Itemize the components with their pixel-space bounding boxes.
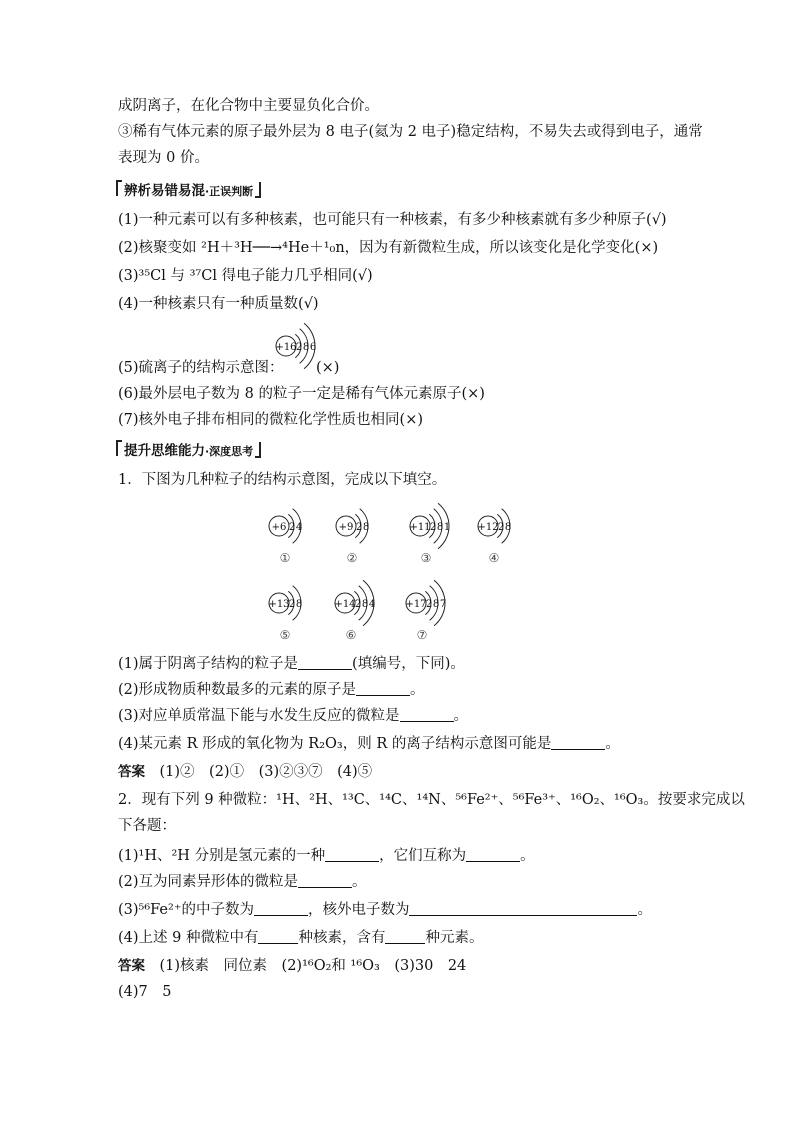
electron-shell-arc	[360, 509, 368, 543]
diagram-label: ⑦	[416, 628, 428, 642]
q2-part-4-mid: 种核素，含有	[298, 930, 386, 946]
answer-label: 答案	[118, 958, 145, 974]
answer-text: (1)核素 同位素 (2)¹⁶O₂和 ¹⁶O₃ (3)30 24	[159, 958, 467, 974]
diagram-label: ⑥	[345, 628, 357, 642]
atom-diagram	[268, 586, 302, 642]
shell-electron-count: 2	[354, 599, 362, 610]
shell-electron-count: 8	[432, 599, 440, 610]
electron-shell-arc	[295, 334, 301, 357]
nucleus-charge: +9	[338, 522, 354, 533]
answer-blank	[325, 847, 379, 862]
section-title: 辨析易错易混	[124, 183, 205, 199]
q2-part-2-tail: 。	[352, 874, 367, 890]
q2-answer	[118, 956, 466, 976]
q1-part-4-text: (4)某元素 R 形成的氧化物为 R₂O₃，则 R 的离子结构示意图可能是	[118, 736, 552, 752]
q2-stem-2: 下各题：	[118, 818, 176, 834]
shell-electron-count: 4	[295, 522, 303, 533]
answer-blank	[551, 735, 605, 750]
atom-diagram	[405, 580, 446, 642]
q1-part-1	[118, 654, 465, 674]
judgement-2: (2)核聚变如 ²H＋³H──→⁴He＋¹₀n，因为有新微粒生成，所以该变化是化学变化(×)	[118, 240, 659, 256]
nucleus-circle	[410, 516, 430, 536]
diagram-label: ⑤	[279, 628, 291, 642]
judgement-7: (7)核外电子排布相同的微粒化学性质也相同(×)	[118, 412, 424, 428]
judgement-4: (4)一种核素只有一种质量数(√)	[118, 296, 319, 312]
q2-part-3-tail: 。	[637, 902, 652, 918]
shell-electron-count: 4	[368, 599, 376, 610]
answer-blank	[298, 655, 352, 670]
q1-part-4	[118, 734, 620, 754]
q2-part-1-tail: 。	[520, 848, 535, 864]
electron-shell-arc	[438, 503, 449, 548]
q2-part-2-text: (2)互为同素异形体的微粒是	[118, 874, 299, 890]
q1-part-1-tail: (填编号，下同)。	[352, 656, 465, 672]
q1-part-2-tail: 。	[410, 682, 425, 698]
section-title: 提升思维能力	[124, 443, 205, 459]
shell-electron-count: 7	[439, 599, 447, 610]
q2-part-2	[118, 872, 367, 892]
shell-electron-count: 8	[302, 342, 310, 353]
nucleus-circle	[336, 516, 356, 536]
answer-blank	[466, 847, 520, 862]
section-heading-1	[116, 180, 261, 200]
q2-part-1-text: (1)¹H、²H 分别是氢元素的一种	[118, 848, 326, 864]
answer-blank	[298, 873, 352, 888]
q2-part-4	[118, 928, 483, 948]
nucleus-circle	[269, 516, 289, 536]
electron-shell-arc	[430, 586, 438, 620]
diagram-label: ③	[420, 551, 432, 565]
electron-shell-arc	[497, 514, 503, 537]
electron-shell-arc	[359, 586, 367, 620]
diagram-label: ④	[488, 551, 500, 565]
q1-stem: 1．下图为几种粒子的结构示意图，完成以下填空。	[118, 472, 447, 488]
electron-shell-arc	[434, 580, 445, 625]
shell-electron-count: 2	[425, 599, 433, 610]
diagram-label: ①	[279, 551, 291, 565]
shell-electron-count: 6	[309, 342, 317, 353]
electron-shell-arc	[288, 514, 294, 537]
answer-blank	[400, 707, 454, 722]
q1-part-1-text: (1)属于阴离子结构的粒子是	[118, 656, 299, 672]
electron-shell-arc	[502, 509, 510, 543]
intro-line-1: 成阴离子，在化合物中主要显负化合价。	[118, 98, 379, 114]
diagram-label: ②	[346, 551, 358, 565]
electron-shell-arc	[425, 591, 431, 614]
section-subtitle: ·深度思考	[205, 445, 254, 458]
q2-part-3-text: (3)⁵⁶Fe²⁺的中子数为	[118, 902, 254, 918]
section-subtitle: ·正误判断	[205, 185, 254, 198]
answer-blank	[409, 901, 637, 916]
electron-shell-arc	[288, 591, 294, 614]
q2-part-4-tail: 种元素。	[425, 930, 484, 946]
shell-electron-count: 8	[504, 522, 512, 533]
nucleus-circle	[406, 593, 426, 613]
electron-shell-arc	[434, 509, 442, 543]
answer-blank	[258, 929, 298, 944]
shell-electron-count: 1	[443, 522, 451, 533]
electron-shell-arc	[355, 514, 361, 537]
nucleus-circle	[335, 593, 355, 613]
judgement-6: (6)最外层电子数为 8 的粒子一定是稀有气体元素原子(×)	[118, 386, 485, 402]
q2-part-1-mid: ，它们互称为	[379, 848, 467, 864]
q2-answer-cont: (4)7 5	[118, 984, 172, 1000]
nucleus-circle	[269, 593, 289, 613]
nucleus-charge: +13	[268, 599, 290, 610]
q2-part-4-text: (4)上述 9 种微粒中有	[118, 930, 259, 946]
electron-shell-arc	[429, 514, 435, 537]
shell-electron-count: 2	[355, 522, 363, 533]
shell-electron-count: 8	[436, 522, 444, 533]
shell-electron-count: 8	[362, 522, 370, 533]
nucleus-circle	[276, 336, 296, 356]
judgement-1: (1)一种元素可以有多种核素，也可能只有一种核素，有多少种核素就有多少种原子(√)	[118, 212, 667, 228]
q2-part-3-mid: ，核外电子数为	[307, 902, 410, 918]
q1-answer	[118, 762, 372, 782]
atom-diagram	[409, 503, 450, 565]
q2-part-1	[118, 846, 535, 866]
nucleus-charge: +17	[405, 599, 427, 610]
atom-diagram	[336, 509, 369, 565]
shell-electron-count: 2	[295, 342, 303, 353]
atom-diagram	[334, 580, 375, 642]
q1-part-3-tail: 。	[453, 708, 469, 724]
answer-text: (1)② (2)① (3)②③⑦ (4)⑤	[159, 764, 373, 780]
atom-diagram	[269, 509, 302, 565]
electron-shell-arc	[293, 509, 301, 543]
nucleus-charge: +12	[477, 522, 499, 533]
electron-shell-arc	[363, 580, 374, 625]
intro-line-3: 表现为 0 价。	[118, 150, 209, 166]
intro-line-2: ③稀有气体元素的原子最外层为 8 电子(氦为 2 电子)稳定结构，不易失去或得到电子，通常	[118, 124, 703, 140]
nucleus-charge: +11	[409, 522, 431, 533]
shell-electron-count: 2	[497, 522, 505, 533]
nucleus-charge: +16	[275, 342, 297, 353]
q1-part-4-tail: 。	[605, 736, 620, 752]
atom-diagram-group	[268, 503, 511, 642]
nucleus-circle	[478, 516, 498, 536]
q1-part-3	[118, 706, 468, 726]
answer-blank	[254, 901, 308, 916]
shell-electron-count: 2	[288, 599, 296, 610]
shell-electron-count: 2	[288, 522, 296, 533]
nucleus-charge: +14	[334, 599, 356, 610]
q2-stem-1: 2．现有下列 9 种微粒：¹H、²H、¹³C、¹⁴C、¹⁴N、⁵⁶Fe²⁺、⁵⁶Fe³⁺、¹⁶O₂、¹⁶O₃。按要求完成以	[118, 792, 745, 808]
electron-shell-arc	[354, 591, 360, 614]
electron-shell-arc	[293, 586, 301, 620]
q1-part-3-text: (3)对应单质常温下能与水发生反应的微粒是	[118, 708, 400, 724]
q1-part-2	[118, 680, 425, 700]
shell-electron-count: 8	[295, 599, 303, 610]
answer-blank	[356, 681, 410, 696]
judgement-5-result: (×)	[316, 360, 340, 376]
nucleus-charge: +6	[271, 522, 287, 533]
answer-blank	[385, 929, 425, 944]
judgement-5: (5)硫离子的结构示意图：	[118, 360, 284, 376]
atom-diagram	[477, 509, 511, 565]
electron-shell-arc	[304, 323, 315, 368]
answer-label: 答案	[118, 764, 145, 780]
shell-electron-count: 8	[361, 599, 369, 610]
electron-shell-arc	[300, 329, 308, 363]
judgement-3: (3)³⁵Cl 与 ³⁷Cl 得电子能力几乎相同(√)	[118, 268, 373, 284]
shell-electron-count: 2	[429, 522, 437, 533]
q2-part-3	[118, 900, 652, 920]
section-heading-2	[116, 440, 261, 460]
q1-part-2-text: (2)形成物质种数最多的元素的原子是	[118, 682, 357, 698]
